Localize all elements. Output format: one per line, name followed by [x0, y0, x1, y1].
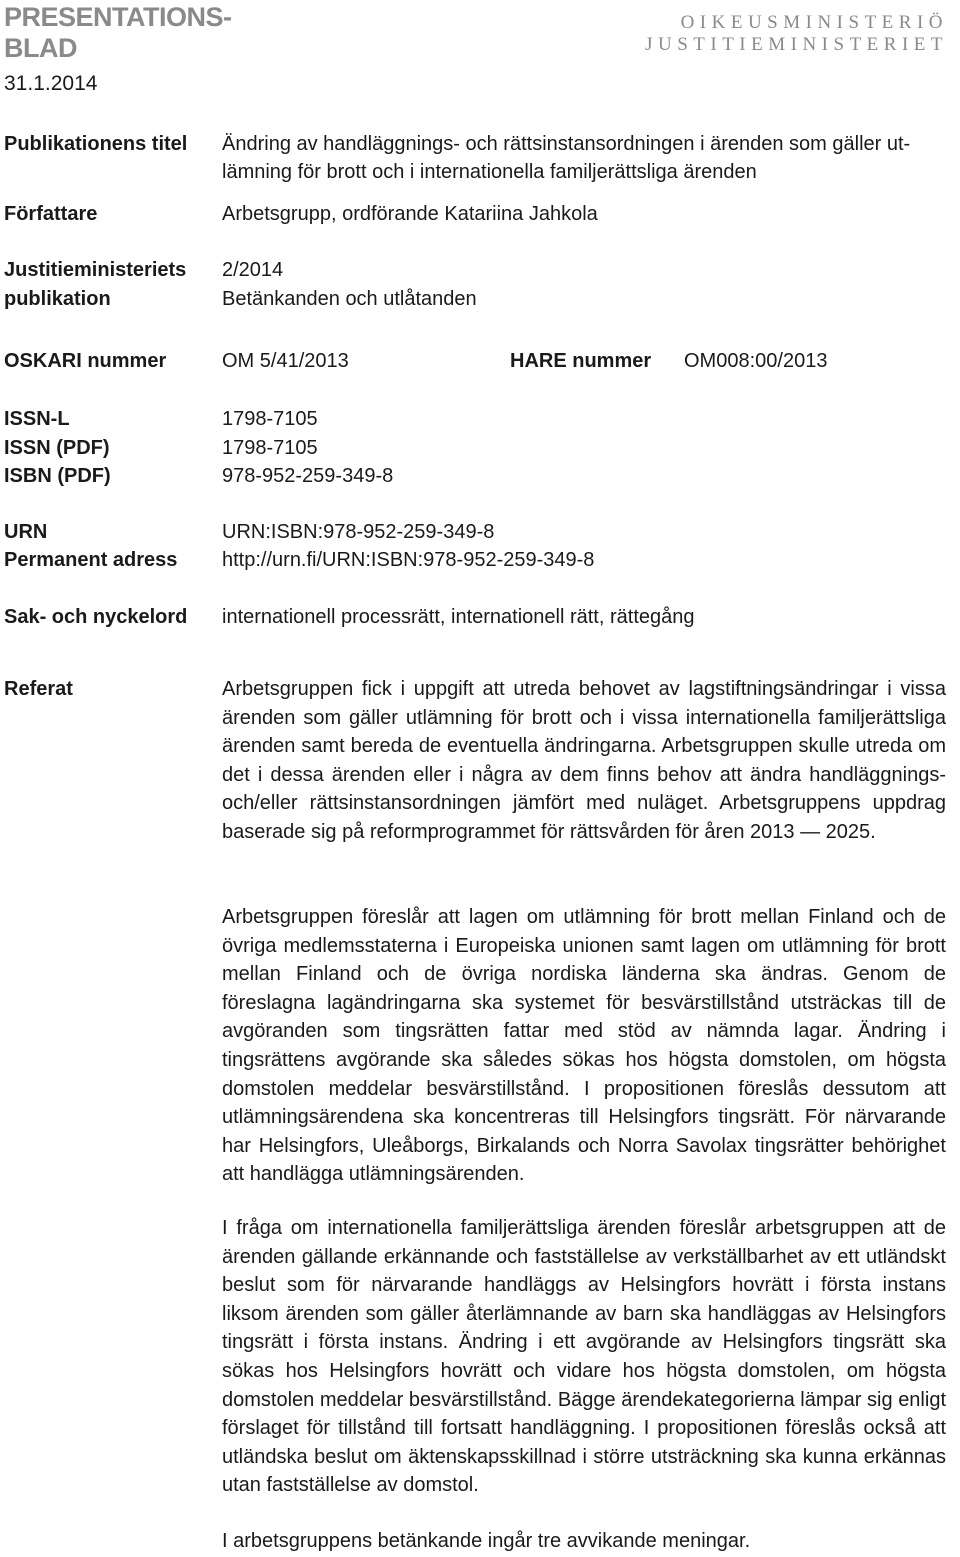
abstract-paragraph-1: Arbetsgruppen fick i uppgift att utreda behovet av lagstiftningsändringar i vissa ärenden som gäller utlämning för brott och i vissa internationella familjerättsliga ärenden samt bereda de eventuella ändringarna. Arbetsgruppen skulle utreda om det i dessa ärenden eller i några av dem finns behov att ändra handläggnings- och/eller rättsinstansordningen jämfört med nuläget. Arbetsgruppens uppdrag baserade sig på reformprogrammet för rättsvården för åren 2013 — 2025. [222, 678, 946, 843]
document-date: 31.1.2014 [4, 72, 98, 95]
issn-l-value: 1798-7105 [222, 408, 318, 430]
document-type-line-1: PRESENTATIONS- [4, 2, 232, 32]
abstract-paragraph-2: Arbetsgruppen föreslår att lagen om utlämning för brott mellan Finland och de övriga medlemsstaterna i Europeiska unionen samt lagen om utlämning för brott mellan Finland och de övriga nordiska länderna ska ändras. Genom de föreslagna lagändringarna ska systemet för besvärstillstånd utsträckas till de avgöranden som tingsrätten fattar med stöd av nämnda lagar. Ändring i tingsrättens avgörande ska således sökas hos högsta domstolen, om högsta domstolen meddelar besvärstillstånd. I propositionen föreslås dessutom att utlämningsärendena ska koncentreras till Helsingfors tingsrätt. För närvarande har Helsingfors, Uleåborgs, Birkalands och Norra Savolax tingsrätter behörighet att handlägga utlämningsärenden. [222, 906, 946, 1186]
title-label: Publikationens titel [4, 133, 188, 155]
oskari-value: OM 5/41/2013 [222, 350, 349, 372]
publication-number: 2/2014 [222, 259, 284, 281]
publication-series: Betänkanden och utlåtanden [222, 288, 477, 310]
ministry-name-swedish: JUSTITIEMINISTERIET [645, 34, 948, 55]
author-label: Författare [4, 203, 98, 225]
title-value-line-1: Ändring av handläggnings- och rättsinstansordningen i ärenden som gäller ut- [222, 133, 911, 155]
author-value: Arbetsgrupp, ordförande Katariina Jahkola [222, 203, 598, 225]
oskari-label: OSKARI nummer [4, 350, 167, 372]
publication-label-line-1: Justitieministeriets [4, 259, 187, 281]
urn-value: URN:ISBN:978-952-259-349-8 [222, 521, 495, 543]
keywords-label: Sak- och nyckelord [4, 606, 188, 628]
isbn-pdf-label: ISBN (PDF) [4, 465, 111, 487]
document-type-line-2: BLAD [4, 33, 77, 63]
isbn-pdf-value: 978-952-259-349-8 [222, 465, 394, 487]
title-value-line-2: lämning för brott och i internationella familjerättsliga ärenden [222, 161, 757, 183]
ministry-logo [645, 12, 948, 56]
permanent-address-label: Permanent adress [4, 549, 178, 571]
urn-label: URN [4, 521, 48, 543]
ministry-name-finnish: OIKEUSMINISTERIÖ [680, 12, 948, 33]
issn-pdf-value: 1798-7105 [222, 437, 318, 459]
hare-value: OM008:00/2013 [684, 350, 828, 372]
abstract-paragraph-4: I arbetsgruppens betänkande ingår tre avvikande meningar. [222, 1530, 751, 1552]
issn-l-label: ISSN-L [4, 408, 70, 430]
publication-label-line-2: publikation [4, 288, 111, 310]
keywords-value: internationell processrätt, internationell rätt, rättegång [222, 606, 695, 628]
hare-label: HARE nummer [510, 350, 652, 372]
document-type-logo [4, 2, 232, 64]
issn-pdf-label: ISSN (PDF) [4, 437, 110, 459]
abstract-paragraph-3: I fråga om internationella familjerättsliga ärenden föreslår arbetsgruppen att de ärenden gällande erkännande och fastställelse av verkställbarhet av ett utländskt beslut som för närvarande handläggs av Helsingfors hovrätt i första instans liksom ärenden som gäller återlämnande av barn ska handläggas av Helsingfors tingsrätt i första instans. Ändring i ett avgörande av Helsingfors tingsrätt ska sökas hos Helsingfors hovrätt och vidare hos högsta domstolen, om högsta domstolen meddelar besvärstillstånd. Bägge ärendekategorierna lämpar sig enligt förslaget för tillstånd till fortsatt handläggning. I propositionen föreslås också att utländska beslut om äktenskapsskillnad i större utsträckning ska kunna erkännas utan fastställelse av domstol. [222, 1217, 946, 1497]
permanent-address-link[interactable]: http://urn.fi/URN:ISBN:978-952-259-349-8 [222, 549, 595, 571]
abstract-label: Referat [4, 678, 73, 700]
